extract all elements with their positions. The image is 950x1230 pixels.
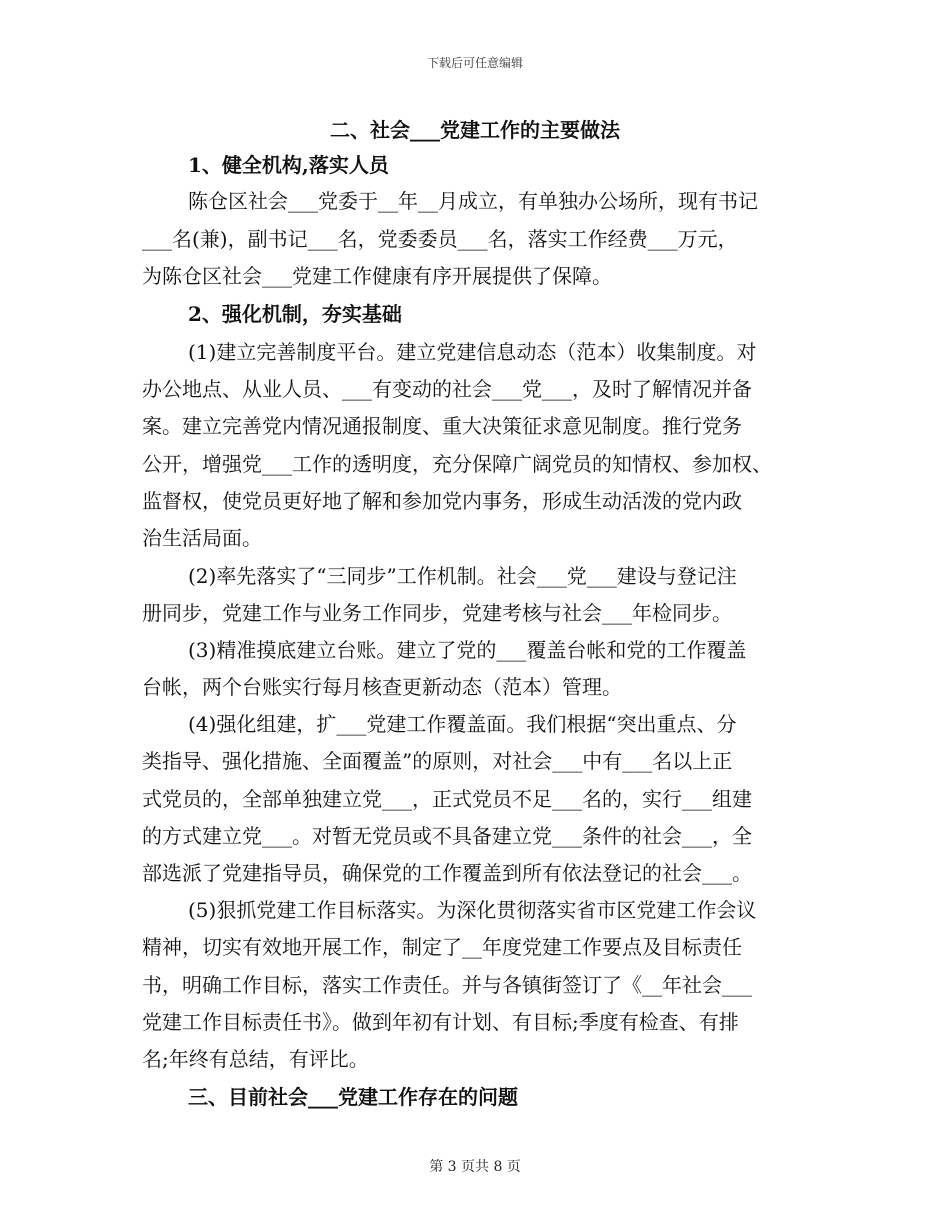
text-line: 陈仓区社会___党委于__年__月成立，有单独办公场所，现有书记 xyxy=(188,189,758,213)
text-line: (3)精准摸底建立台账。建立了党的___覆盖台帐和党的工作覆盖 xyxy=(188,638,747,662)
text-line: 党建工作目标责任书》。做到年初有计划、有目标;季度有检查、有排 xyxy=(142,1010,739,1034)
subheading-2: 2、强化机制，夯实基础 xyxy=(188,302,402,326)
text-line: 书，明确工作目标，落实工作责任。并与各镇街签订了《__年社会___ xyxy=(142,973,752,997)
text-line: 式党员的，全部单独建立党___，正式党员不足___名的，实行___组建 xyxy=(142,787,752,811)
text-line: 监督权，使党员更好地了解和参加党内事务，形成生动活泼的党内政 xyxy=(142,489,742,513)
text-line: 为陈仓区社会___党建工作健康有序开展提供了保障。 xyxy=(142,264,612,288)
text-line: 案。建立完善党内情况通报制度、重大决策征求意见制度。推行党务 xyxy=(142,414,742,438)
text-line: 册同步，党建工作与业务工作同步，党建考核与社会___年检同步。 xyxy=(142,601,732,625)
text-line: ___名(兼)，副书记___名，党委委员___名，落实工作经费___万元， xyxy=(142,227,738,251)
subheading-1: 1、健全机构,落实人员 xyxy=(188,153,389,177)
page-footer: 第 3 页共 8 页 xyxy=(429,1159,521,1175)
text-line: 办公地点、从业人员、___有变动的社会___党___，及时了解情况并备 xyxy=(142,377,752,401)
text-line: 台帐，两个台账实行每月核查更新动态（范本）管理。 xyxy=(142,675,622,699)
text-line: 治生活局面。 xyxy=(142,526,262,550)
text-line: 的方式建立党___。对暂无党员或不具备建立党___条件的社会___，全 xyxy=(142,824,752,848)
text-line: 类指导、强化措施、全面覆盖”的原则，对社会___中有___名以上正 xyxy=(142,749,733,773)
text-line: (1)建立完善制度平台。建立党建信息动态（范本）收集制度。对 xyxy=(188,340,757,364)
text-line: 名;年终有总结，有评比。 xyxy=(142,1047,369,1071)
text-line: (2)率先落实了“三同步”工作机制。社会___党___建设与登记注 xyxy=(188,564,737,588)
text-line: (5)狠抓党建工作目标落实。为深化贯彻落实省市区党建工作会议 xyxy=(188,898,757,922)
section-heading-2: 二、社会___党建工作的主要做法 xyxy=(330,118,620,142)
page-header: 下载后可任意编辑 xyxy=(426,56,523,70)
text-line: (4)强化组建，扩___党建工作覆盖面。我们根据“突出重点、分 xyxy=(188,712,737,736)
section-heading-3: 三、目前社会___党建工作存在的问题 xyxy=(188,1085,518,1109)
text-line: 公开，增强党___工作的透明度，充分保障广阔党员的知情权、参加权、 xyxy=(142,452,772,476)
text-line: 部选派了党建指导员，确保党的工作覆盖到所有依法登记的社会___。 xyxy=(142,861,752,885)
text-line: 精神，切实有效地开展工作，制定了__年度党建工作要点及目标责任 xyxy=(142,935,742,959)
